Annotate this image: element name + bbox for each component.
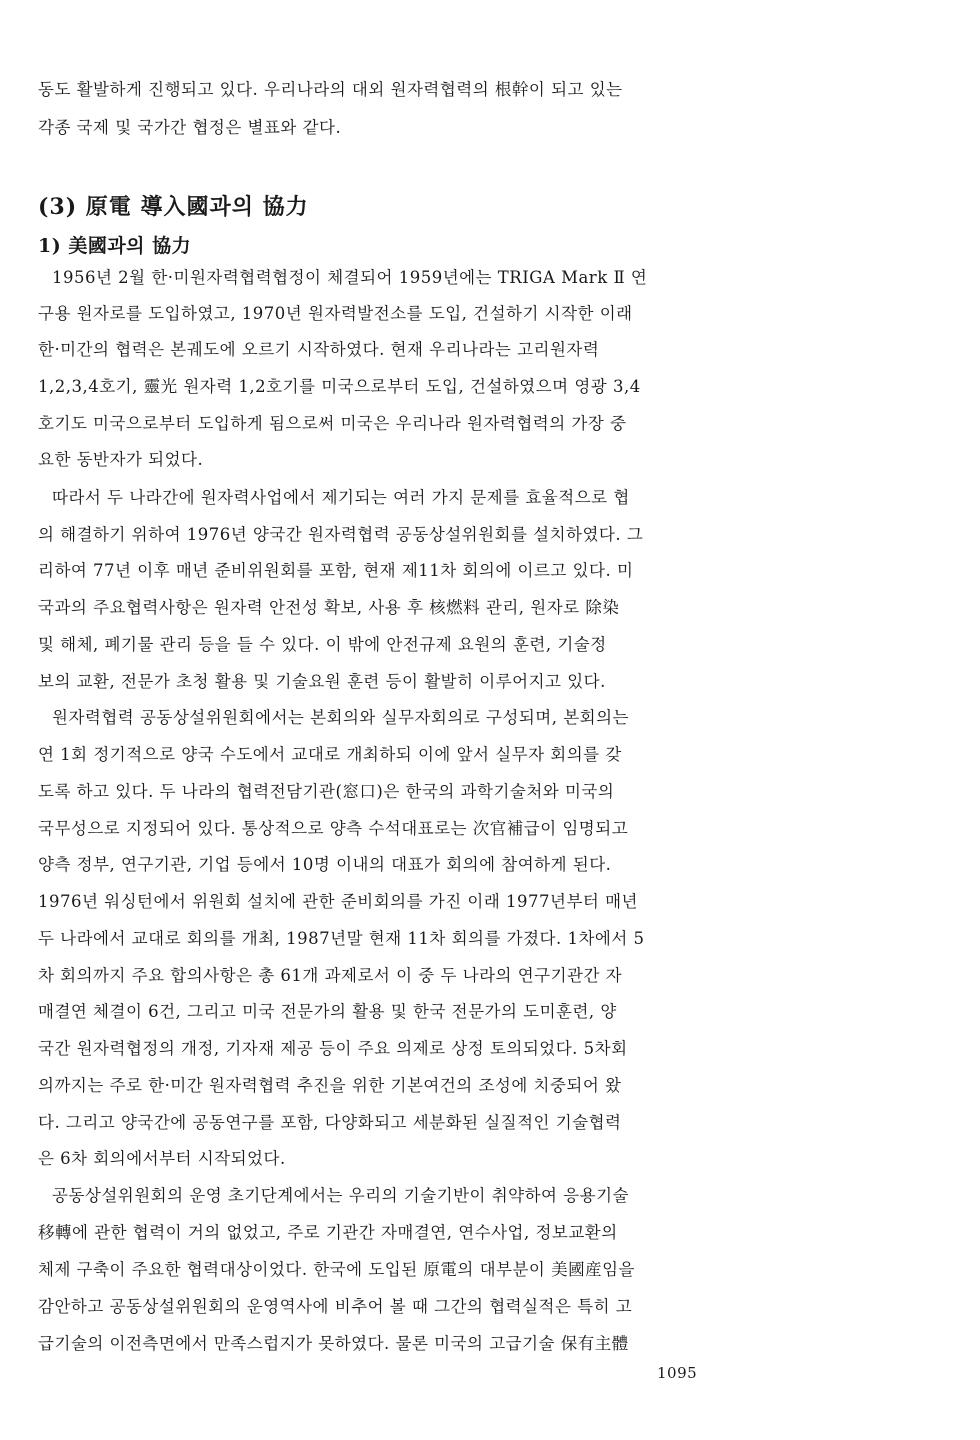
text-line: 감안하고 공동상설위원회의 운영역사에 비추어 볼 때 그간의 협력실적은 특히 고 [38, 1297, 633, 1316]
text-line: 요한 동반자가 되었다. [38, 450, 204, 469]
text-line: 동도 활발하게 진행되고 있다. 우리나라의 대외 원자력협력의 根幹이 되고 있는 [38, 80, 623, 99]
text-line: 호기도 미국으로부터 도입하게 됨으로써 미국은 우리나라 원자력협력의 가장 중 [38, 414, 627, 433]
text-line: 한·미간의 협력은 본궤도에 오르기 시작하였다. 현재 우리나라는 고리원자력 [38, 340, 600, 359]
text-line: 1956년 2월 한·미원자력협력협정이 체결되어 1959년에는 TRIGA Mark Ⅱ 연 [52, 268, 648, 287]
page-number: 1095 [657, 1364, 698, 1382]
text-line: 구용 원자로를 도입하였고, 1970년 원자력발전소를 도입, 건설하기 시작한 이래 [38, 304, 633, 323]
text-line: 국과의 주요협력사항은 원자력 안전성 확보, 사용 후 核燃料 관리, 원자로 除染 [38, 598, 620, 617]
text-line: 1976년 워싱턴에서 위원회 설치에 관한 준비회의를 가진 이래 1977년부터 매년 [38, 892, 638, 911]
text-line: 보의 교환, 전문가 초청 활용 및 기술요원 훈련 등이 활발히 이루어지고 있다. [38, 672, 606, 691]
text-line: 체제 구축이 주요한 협력대상이었다. 한국에 도입된 原電의 대부분이 美國産임을 [38, 1260, 635, 1279]
text-line: 의까지는 주로 한·미간 원자력협력 추진을 위한 기본여건의 조성에 치중되어 왔 [38, 1076, 622, 1095]
sub-heading: 1) 美國과의 協力 [38, 235, 192, 257]
text-line: 두 나라에서 교대로 회의를 개최, 1987년말 현재 11차 회의를 가졌다. 1차에서 5 [38, 929, 645, 948]
text-line: 1,2,3,4호기, 靈光 원자력 1,2호기를 미국으로부터 도입, 건설하였으며 영광 3,4 [38, 377, 641, 396]
text-line: 도록 하고 있다. 두 나라의 협력전담기관(窓口)은 한국의 과학기술처와 미국의 [38, 782, 615, 801]
text-line: 국간 원자력협정의 개정, 기자재 제공 등이 주요 의제로 상정 토의되었다. 5차회 [38, 1039, 628, 1058]
text-line: 공동상설위원회의 운영 초기단계에서는 우리의 기술기반이 취약하여 응용기술 [52, 1186, 629, 1205]
text-line: 리하여 77년 이후 매년 준비위원회를 포함, 현재 제11차 회의에 이르고 있다. 미 [38, 561, 634, 580]
text-line: 차 회의까지 주요 합의사항은 총 61개 과제로서 이 중 두 나라의 연구기관간 자 [38, 966, 623, 985]
text-line: 매결연 체결이 6건, 그리고 미국 전문가의 활용 및 한국 전문가의 도미훈련, 양 [38, 1002, 617, 1021]
section-heading: (3) 原電 導入國과의 協力 [38, 194, 309, 220]
text-line: 원자력협력 공동상설위원회에서는 본회의와 실무자회의로 구성되며, 본회의는 [52, 708, 629, 727]
text-line: 따라서 두 나라간에 원자력사업에서 제기되는 여러 가지 문제를 효율적으로 협 [52, 488, 630, 507]
text-line: 및 해체, 폐기물 관리 등을 들 수 있다. 이 밖에 안전규제 요원의 훈련, 기술정 [38, 635, 607, 654]
text-line: 다. 그리고 양국간에 공동연구를 포함, 다양화되고 세분화된 실질적인 기술협력 [38, 1113, 622, 1132]
text-line: 연 1회 정기적으로 양국 수도에서 교대로 개최하되 이에 앞서 실무자 회의를 갖 [38, 745, 622, 764]
text-line: 각종 국제 및 국가간 협정은 별표와 같다. [38, 118, 342, 137]
text-line: 은 6차 회의에서부터 시작되었다. [38, 1149, 286, 1168]
text-line: 급기술의 이전측면에서 만족스럽지가 못하였다. 물론 미국의 고급기술 保有主體 [38, 1334, 629, 1353]
text-line: 의 해결하기 위하여 1976년 양국간 원자력협력 공동상설위원회를 설치하였다. 그 [38, 525, 644, 544]
text-line: 양측 정부, 연구기관, 기업 등에서 10명 이내의 대표가 회의에 참여하게 된다. [38, 855, 612, 874]
text-line: 국무성으로 지정되어 있다. 통상적으로 양측 수석대표로는 次官補급이 임명되고 [38, 819, 629, 838]
text-line: 移轉에 관한 협력이 거의 없었고, 주로 기관간 자매결연, 연수사업, 정보교환의 [38, 1223, 618, 1242]
